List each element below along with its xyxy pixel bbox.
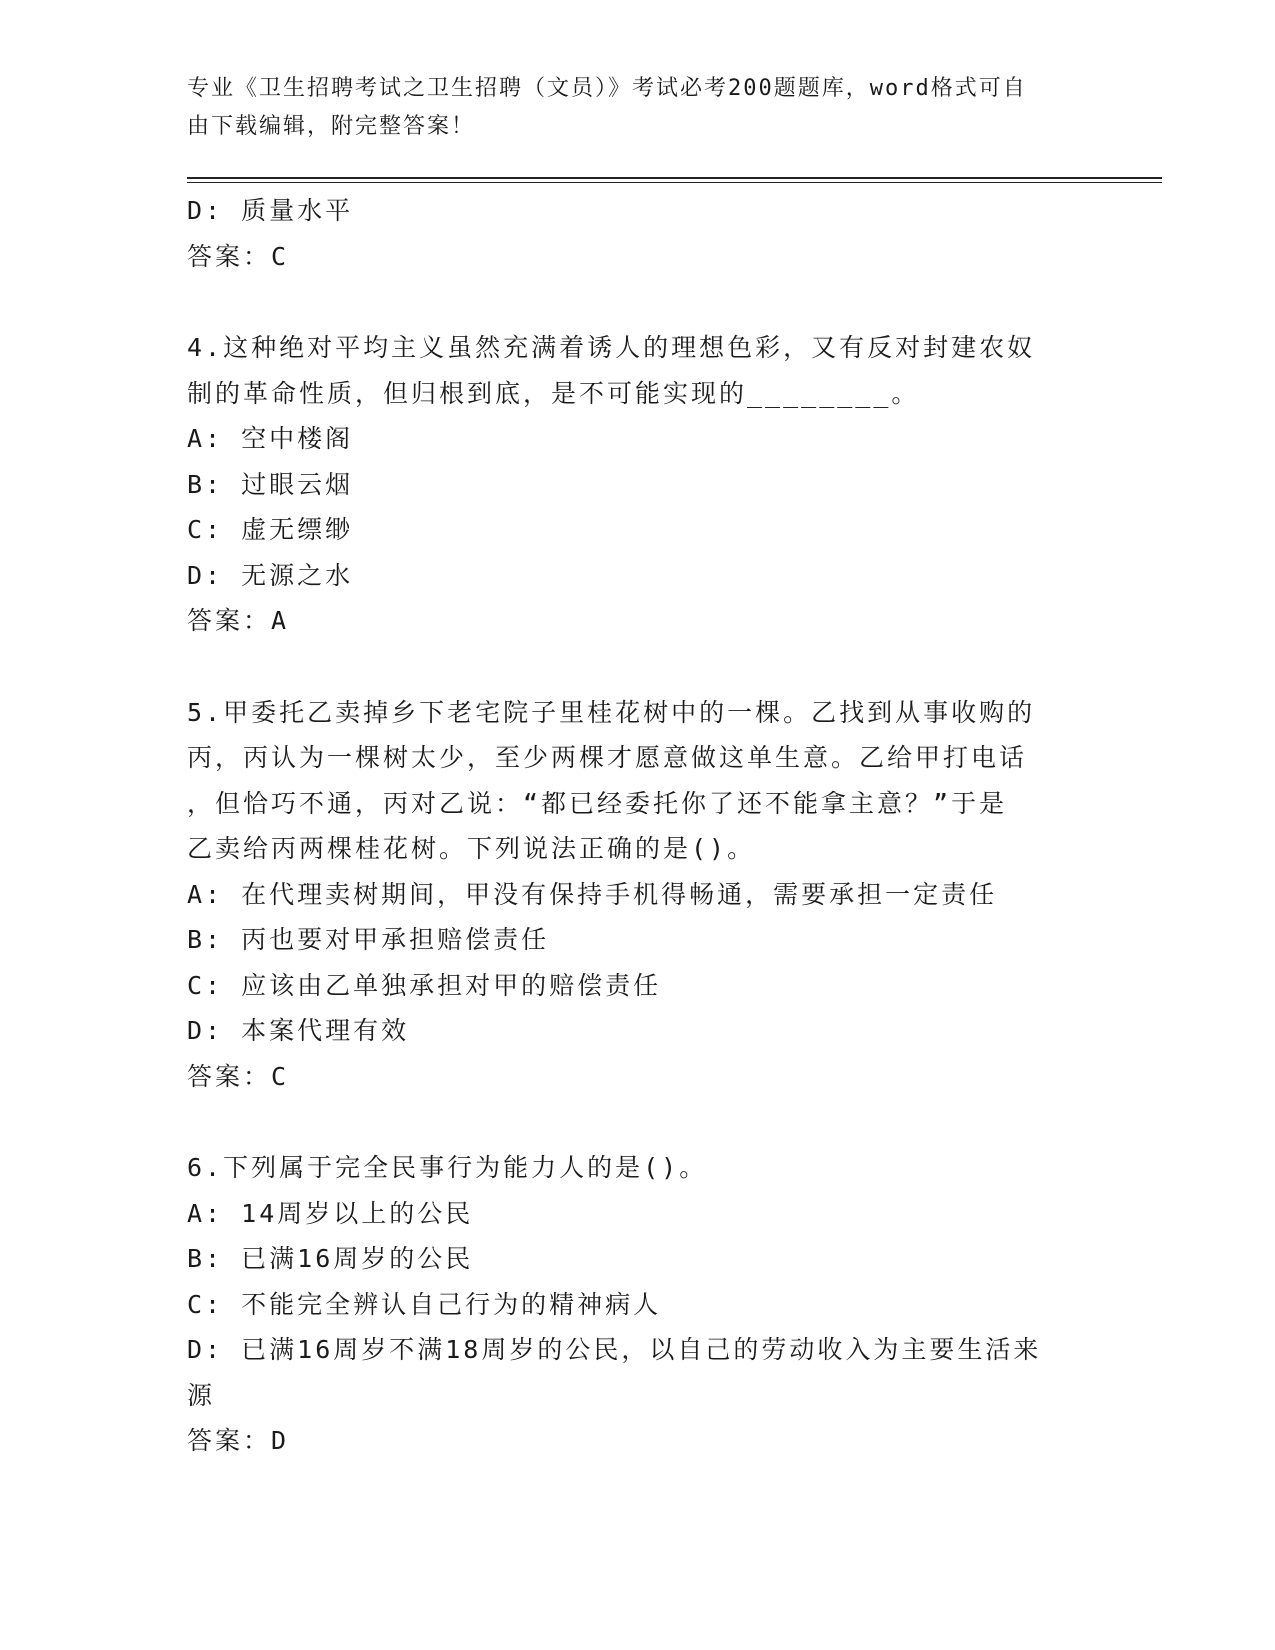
option-d-prev: D: 质量水平 — [187, 196, 354, 225]
question-5 — [187, 690, 1087, 1100]
question-content — [187, 188, 1087, 1464]
option-a: A: 14周岁以上的公民 — [187, 1198, 474, 1228]
question-text-line: 制的革命性质，但归根到底，是不可能实现的________。 — [187, 378, 920, 408]
answer-prev: 答案：C — [187, 241, 290, 271]
answer: 答案：C — [187, 1061, 290, 1091]
option-c: C: 不能完全辨认自己行为的精神病人 — [187, 1289, 662, 1319]
document-header — [187, 70, 1067, 146]
answer: 答案：D — [187, 1426, 290, 1455]
question-text-line: ，但恰巧不通，丙对乙说：“都已经委托你了还不能拿主意？”于是 — [187, 788, 1008, 818]
header-line-1: 专业《卫生招聘考试之卫生招聘（文员）》考试必考200题题库，word格式可自 — [187, 76, 1027, 101]
option-b: B: 已满16周岁的公民 — [187, 1244, 474, 1273]
option-b: B: 过眼云烟 — [187, 469, 354, 499]
question-6 — [187, 1145, 1087, 1464]
option-d: D: 已满16周岁不满18周岁的公民，以自己的劳动收入为主要生活来 — [187, 1335, 1042, 1364]
question-text-line: 5.甲委托乙卖掉乡下老宅院子里桂花树中的一棵。乙找到从事收购的 — [187, 697, 1036, 727]
question-text-line: 乙卖给丙两棵桂花树。下列说法正确的是()。 — [187, 834, 756, 863]
answer: 答案：A — [187, 606, 290, 635]
option-a: A: 空中楼阁 — [187, 424, 354, 453]
option-c: C: 虚无缥缈 — [187, 515, 354, 544]
header-line-2: 由下载编辑，附完整答案！ — [187, 114, 476, 139]
question-text-line: 丙，丙认为一棵树太少，至少两棵才愿意做这单生意。乙给甲打电话 — [187, 743, 1028, 772]
option-d-continued: 源 — [187, 1380, 216, 1410]
header-divider-thick — [187, 177, 1162, 179]
option-b: B: 丙也要对甲承担赔偿责任 — [187, 925, 550, 954]
option-d: D: 无源之水 — [187, 560, 354, 590]
option-c: C: 应该由乙单独承担对甲的赔偿责任 — [187, 970, 662, 1000]
question-4 — [187, 325, 1087, 644]
header-divider-thin — [187, 182, 1162, 183]
question-text-line: 6.下列属于完全民事行为能力人的是()。 — [187, 1153, 708, 1182]
option-a: A: 在代理卖树期间，甲没有保持手机得畅通，需要承担一定责任 — [187, 879, 998, 909]
option-d: D: 本案代理有效 — [187, 1016, 410, 1045]
question-text-line: 4.这种绝对平均主义虽然充满着诱人的理想色彩，又有反对封建农奴 — [187, 333, 1036, 362]
